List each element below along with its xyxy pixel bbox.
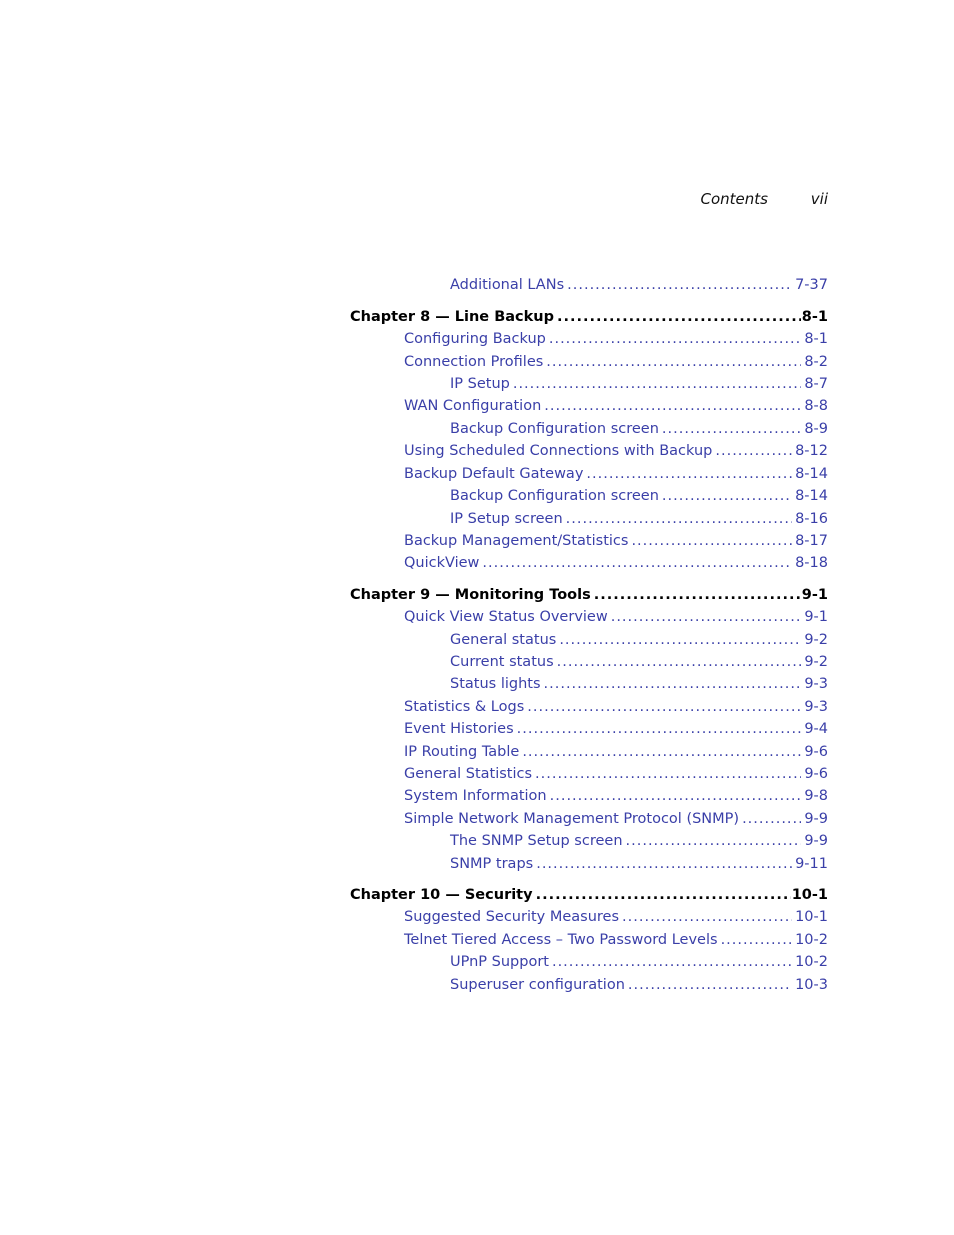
toc-chapter-page: 9-1 [801,587,828,603]
toc-entry-page: 8-17 [795,533,828,549]
toc-entry-label: General status [450,632,557,648]
dot-leader [549,329,801,349]
dot-leader [628,975,792,995]
toc-entry[interactable] [350,396,828,416]
toc-entry-label: Using Scheduled Connections with Backup [404,443,713,459]
dot-leader [567,275,792,295]
toc-entry[interactable] [350,930,828,950]
toc-entry[interactable] [350,742,828,762]
toc-chapter-label: Chapter 9 — Monitoring Tools [350,587,591,603]
toc-entry-label: Backup Default Gateway [404,466,584,482]
toc-chapter[interactable] [350,885,828,905]
toc-entry-label: Event Histories [404,721,514,737]
toc-entry-page: 9-9 [804,811,828,827]
toc-entry-page: 9-8 [804,788,828,804]
toc-entry-label: Backup Configuration screen [450,421,659,437]
toc-entry-page: 8-1 [804,331,828,347]
toc-entry[interactable] [350,607,828,627]
toc-entry-page: 9-6 [804,744,828,760]
dot-leader [594,585,801,605]
toc-entry-label: System Information [404,788,547,804]
dot-leader [631,531,792,551]
toc-entry-label: UPnP Support [450,954,549,970]
dot-leader [546,352,801,372]
toc-entry-label: QuickView [404,555,480,571]
dot-leader [566,509,792,529]
toc-entry[interactable] [350,531,828,551]
toc-entry-page: 8-9 [804,421,828,437]
dot-leader [611,607,802,627]
toc-entry-label: Status lights [450,676,541,692]
dot-leader [715,441,792,461]
dot-leader [552,952,792,972]
toc-entry-label: Quick View Status Overview [404,609,608,625]
toc-entry-page: 8-8 [804,398,828,414]
dot-leader [557,307,801,327]
toc-entry-label: WAN Configuration [404,398,542,414]
toc-entry-page: 7-37 [795,277,828,293]
toc-entry-page: 10-3 [795,977,828,993]
toc-entry-page: 8-18 [795,555,828,571]
dot-leader [662,486,792,506]
toc-entry-label: SNMP traps [450,856,534,872]
toc-entry[interactable] [350,275,828,295]
toc-entry[interactable] [350,809,828,829]
toc-entry[interactable] [350,464,828,484]
dot-leader [527,697,801,717]
toc-entry-label: Superuser configuration [450,977,625,993]
toc-entry-page: 8-14 [795,488,828,504]
toc-entry[interactable] [350,697,828,717]
toc-entry-page: 10-2 [795,932,828,948]
toc-entry[interactable] [350,486,828,506]
toc-entry-page: 8-16 [795,511,828,527]
toc-entry-label: Current status [450,654,554,670]
toc-entry-label: Simple Network Management Protocol (SNMP) [404,811,740,827]
dot-leader [535,764,801,784]
toc-entry-page: 9-9 [804,833,828,849]
dot-leader [559,630,801,650]
toc-entry[interactable] [350,652,828,672]
dot-leader [513,374,801,394]
toc-chapter-label: Chapter 10 — Security [350,887,533,903]
toc-entry[interactable] [350,854,828,874]
toc-entry-label: Connection Profiles [404,354,544,370]
dot-leader [522,742,801,762]
dot-leader [557,652,802,672]
toc-entry-label: Additional LANs [450,277,565,293]
toc-entry-label: The SNMP Setup screen [450,833,623,849]
toc-entry-page: 9-1 [804,609,828,625]
toc-entry-page: 10-1 [795,909,828,925]
toc-entry-page: 9-2 [804,632,828,648]
toc-chapter-label: Chapter 8 — Line Backup [350,309,554,325]
dot-leader [536,854,792,874]
toc-entry[interactable] [350,329,828,349]
toc-entry-label: IP Setup screen [450,511,563,527]
toc-entry-label: Statistics & Logs [404,699,525,715]
toc-chapter-page: 10-1 [791,887,828,903]
toc-entry-label: Suggested Security Measures [404,909,620,925]
dot-leader [550,786,802,806]
header-page-number: vii [810,190,828,208]
toc-entry[interactable] [350,553,828,573]
toc-entry-label: Telnet Tiered Access – Two Password Levels [404,932,718,948]
toc-entry-page: 9-3 [804,699,828,715]
toc-entry-page: 8-14 [795,466,828,482]
toc-entry[interactable] [350,674,828,694]
toc-entry[interactable] [350,419,828,439]
dot-leader [482,553,792,573]
toc-entry-page: 9-11 [795,856,828,872]
dot-leader [586,464,792,484]
toc-entry[interactable] [350,764,828,784]
toc-chapter-page: 8-1 [801,309,828,325]
toc-entry-page: 8-12 [795,443,828,459]
toc-entry-page: 9-3 [804,676,828,692]
header-title: Contents [700,190,768,208]
toc-entry-page: 8-7 [804,376,828,392]
toc-entry-label: Backup Configuration screen [450,488,659,504]
toc-chapter[interactable] [350,307,828,327]
toc-entry[interactable] [350,630,828,650]
toc-entry[interactable] [350,509,828,529]
dot-leader [544,674,802,694]
toc-entry-label: Backup Management/Statistics [404,533,629,549]
toc-entry-label: General Statistics [404,766,533,782]
toc-entry[interactable] [350,352,828,372]
toc-entry[interactable] [350,831,828,851]
running-header [701,190,828,208]
toc-entry-page: 10-2 [795,954,828,970]
dot-leader [536,885,791,905]
toc-entry[interactable] [350,786,828,806]
dot-leader [544,396,801,416]
toc-entry[interactable] [350,907,828,927]
toc-entry-page: 9-4 [804,721,828,737]
toc-entry-label: IP Routing Table [404,744,520,760]
toc-entry[interactable] [350,374,828,394]
toc-chapter[interactable] [350,585,828,605]
toc-entry-label: IP Setup [450,376,510,392]
toc-entry-page: 9-6 [804,766,828,782]
toc-entry[interactable] [350,952,828,972]
dot-leader [517,719,802,739]
dot-leader [662,419,801,439]
toc-entry[interactable] [350,975,828,995]
toc-entry[interactable] [350,441,828,461]
dot-leader [622,907,792,927]
dot-leader [626,831,802,851]
dot-leader [721,930,793,950]
toc-entry-page: 8-2 [804,354,828,370]
toc-entry-page: 9-2 [804,654,828,670]
toc-entry-label: Configuring Backup [404,331,546,347]
dot-leader [742,809,801,829]
toc-entry[interactable] [350,719,828,739]
